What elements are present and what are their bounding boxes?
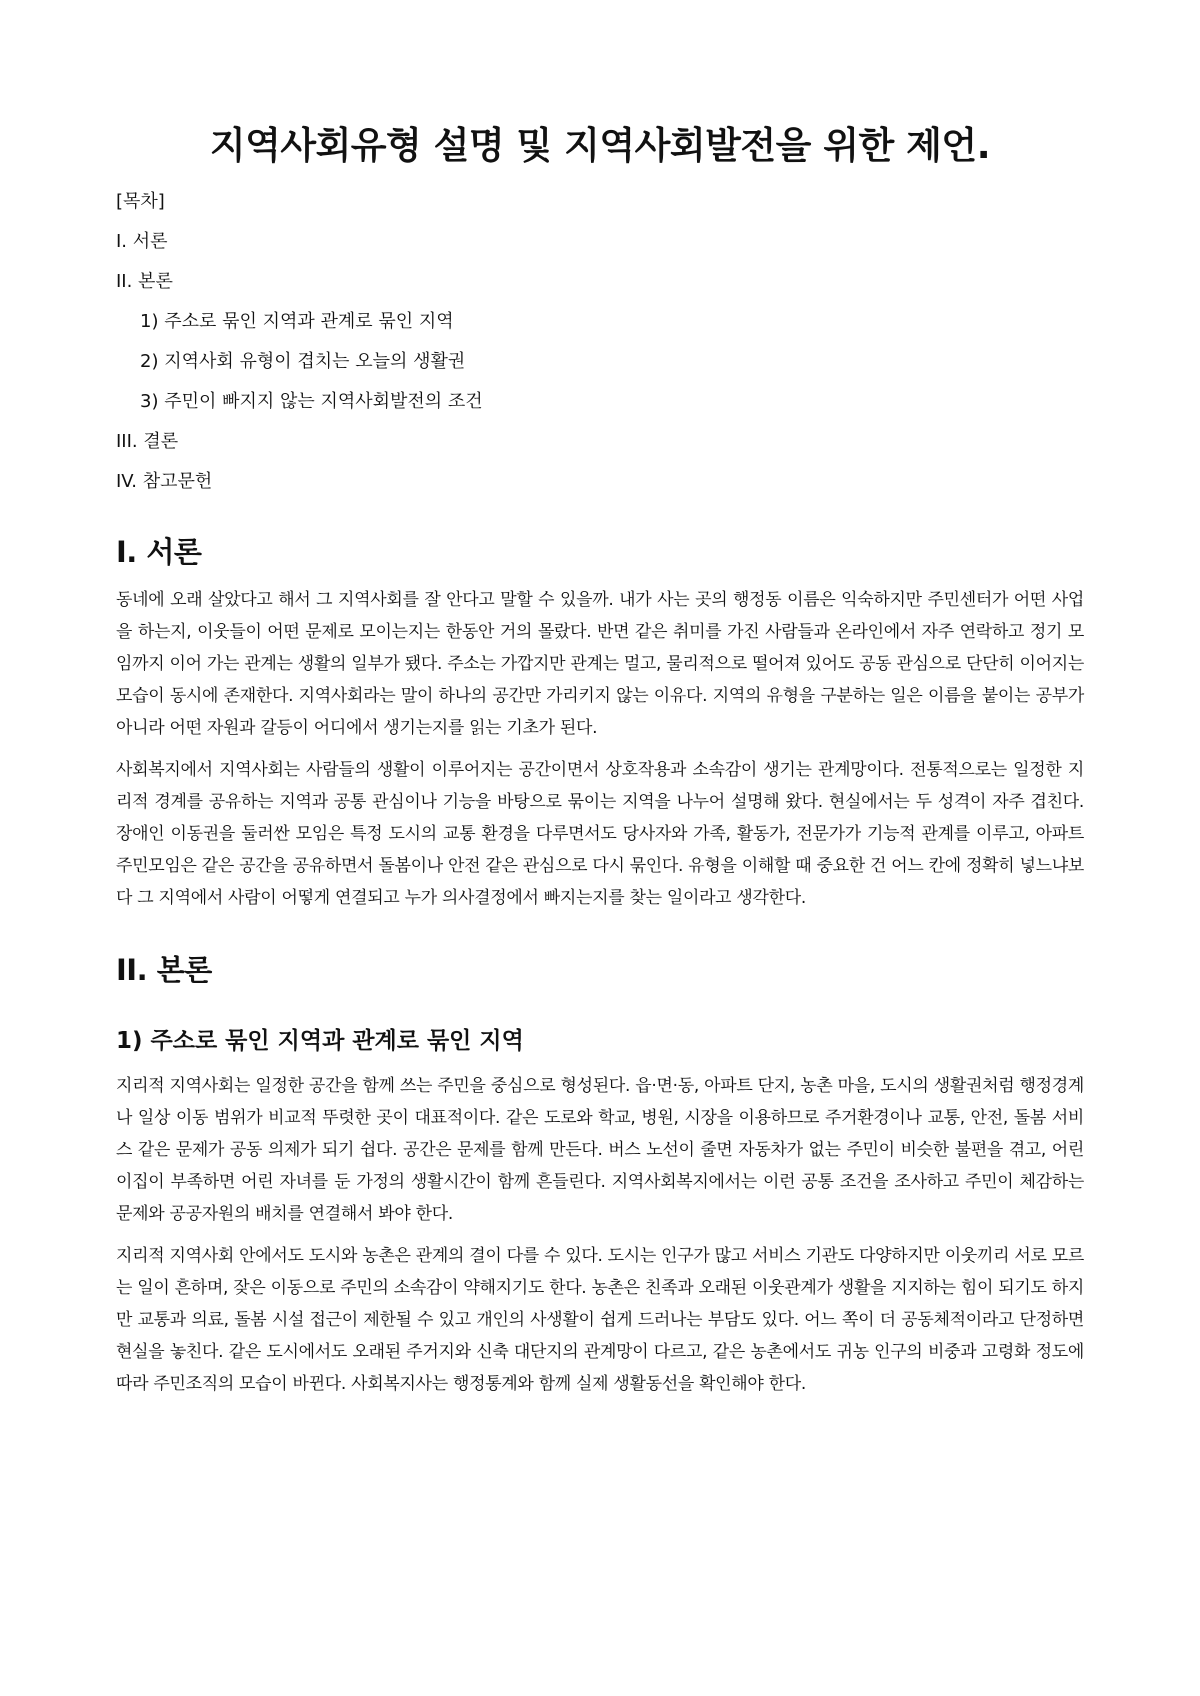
section-heading-introduction: I. 서론 <box>116 535 202 569</box>
subsection-heading-1: 1) 주소로 묶인 지역과 관계로 묶인 지역 <box>116 1028 524 1054</box>
toc-item-conclusion: III. 결론 <box>116 431 179 452</box>
table-of-contents <box>116 190 1084 494</box>
subsection-1-paragraph: 지리적 지역사회는 일정한 공간을 함께 쓰는 주민을 중심으로 형성된다. 읍·면·동, 아파트 단지, 농촌 마을, 도시의 생활권처럼 행정경계나 일상 이동 범위가 비교적 뚜렷한 곳이 대표적이다. 같은 도로와 학교, 병원, 시장을 이용하므로 주거환경이나 교통, 안전, 돌봄 서비스 같은 문제가 공동 의제가 되기 쉽다. 공간은 문제를 함께 만든다. 버스 노선이 줄면 자동차가 없는 주민이 비슷한 불편을 겪고, 어린이집이 부족하면 어린 자녀를 둔 가정의 생활시간이 함께 흔들린다. 지역사회복지에서는 이런 공통 조건을 조사하고 주민이 체감하는 문제와 공공자원의 배치를 연결해서 봐야 한다. <box>116 1076 1084 1224</box>
introduction-paragraph: 사회복지에서 지역사회는 사람들의 생활이 이루어지는 공간이면서 상호작용과 소속감이 생기는 관계망이다. 전통적으로는 일정한 지리적 경계를 공유하는 지역과 공통 관심이나 기능을 바탕으로 묶이는 지역을 나누어 설명해 왔다. 현실에서는 두 성격이 자주 겹친다. 장애인 이동권을 둘러싼 모임은 특정 도시의 교통 환경을 다루면서도 당사자와 가족, 활동가, 전문가가 기능적 관계를 이루고, 아파트 주민모임은 같은 공간을 공유하면서 돌봄이나 안전 같은 관심으로 다시 묶인다. 유형을 이해할 때 중요한 건 어느 칸에 정확히 넣느냐보다 그 지역에서 사람이 어떻게 연결되고 누가 의사결정에서 빠지는지를 찾는 일이라고 생각한다. <box>116 760 1084 908</box>
toc-item-body-2: 2) 지역사회 유형이 겹치는 오늘의 생활권 <box>140 351 466 372</box>
toc-item-introduction: I. 서론 <box>116 231 168 252</box>
toc-heading: [목차] <box>116 191 165 212</box>
document-page <box>116 0 1084 1400</box>
toc-item-references: IV. 참고문헌 <box>116 471 213 492</box>
introduction-paragraph: 동네에 오래 살았다고 해서 그 지역사회를 잘 안다고 말할 수 있을까. 내가 사는 곳의 행정동 이름은 익숙하지만 주민센터가 어떤 사업을 하는지, 이웃들이 어떤 문제로 모이는지는 한동안 거의 몰랐다. 반면 같은 취미를 가진 사람들과 온라인에서 자주 연락하고 정기 모임까지 이어 가는 관계는 생활의 일부가 됐다. 주소는 가깝지만 관계는 멀고, 물리적으로 떨어져 있어도 공동 관심으로 단단히 이어지는 모습이 동시에 존재한다. 지역사회라는 말이 하나의 공간만 가리키지 않는 이유다. 지역의 유형을 구분하는 일은 이름을 붙이는 공부가 아니라 어떤 자원과 갈등이 어디에서 생기는지를 읽는 기초가 된다. <box>116 590 1084 738</box>
toc-item-body-1: 1) 주소로 묶인 지역과 관계로 묶인 지역 <box>140 311 454 332</box>
toc-item-body-3: 3) 주민이 빠지지 않는 지역사회발전의 조건 <box>140 391 483 412</box>
section-heading-body: II. 본론 <box>116 953 212 987</box>
subsection-1-paragraph: 지리적 지역사회 안에서도 도시와 농촌은 관계의 결이 다를 수 있다. 도시는 인구가 많고 서비스 기관도 다양하지만 이웃끼리 서로 모르는 일이 흔하며, 잦은 이동으로 주민의 소속감이 약해지기도 한다. 농촌은 친족과 오래된 이웃관계가 생활을 지지하는 힘이 되기도 하지만 교통과 의료, 돌봄 시설 접근이 제한될 수 있고 개인의 사생활이 쉽게 드러나는 부담도 있다. 어느 쪽이 더 공동체적이라고 단정하면 현실을 놓친다. 같은 도시에서도 오래된 주거지와 신축 대단지의 관계망이 다르고, 같은 농촌에서도 귀농 인구의 비중과 고령화 정도에 따라 주민조직의 모습이 바뀐다. 사회복지사는 행정통계와 함께 실제 생활동선을 확인해야 한다. <box>116 1246 1084 1394</box>
document-title: 지역사회유형 설명 및 지역사회발전을 위한 제언. <box>209 124 991 167</box>
toc-item-body: II. 본론 <box>116 271 173 292</box>
